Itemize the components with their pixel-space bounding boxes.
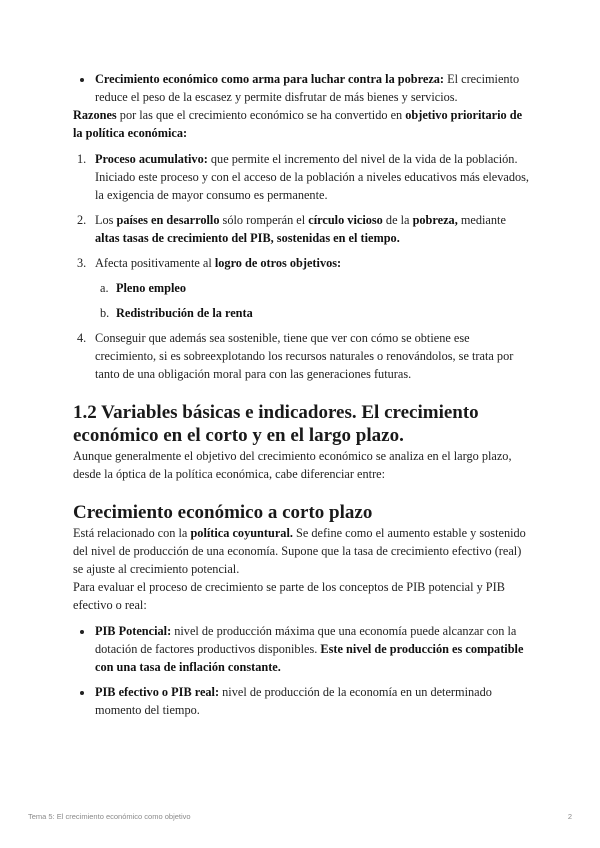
sublist-item: a. Pleno empleo [100, 281, 187, 295]
list-item: 1. Proceso acumulativo: que permite el incremento del nivel de la vida de la población. Iniciado este proceso y con el acceso de la población a niveles educativos más elevados, la exigencia de mayor consumo es permanente. [77, 152, 529, 202]
razones-list-cont [73, 329, 530, 383]
list-item: 3. Afecta positivamente al logro de otros objetivos: [77, 256, 342, 270]
bullet-list-pib [73, 622, 530, 719]
razones-list [73, 150, 530, 272]
list-item: PIB Potencial: nivel de producción máxima que una economía puede alcanzar con la dotación de factores productivos disponibles. Este nivel de producción es compatible con una tasa de inflación constante. [73, 622, 530, 676]
list-item: Crecimiento económico como arma para luchar contra la pobreza: El crecimiento reduce el peso de la escasez y permite disfrutar de más bienes y servicios. [73, 70, 530, 106]
list-item: 2. Los países en desarrollo sólo romperán el círculo vicioso de la pobreza, mediante altas tasas de crecimiento del PIB, sostenidas en el tiempo. [77, 213, 506, 245]
document-page [73, 70, 530, 719]
bullet-list-top [73, 70, 530, 106]
section-intro: Aunque generalmente el objetivo del crecimiento económico se analiza en el largo plazo, desde la óptica de la política económica, cabe diferenciar entre: [73, 449, 512, 481]
razones-paragraph: Razones por las que el crecimiento económico se ha convertido en objetivo prioritario de la política económica: [73, 108, 523, 140]
footer-title: Tema 5: El crecimiento económico como objetivo [28, 812, 191, 821]
sublist-item: b. Redistribución de la renta [100, 306, 253, 320]
section-heading: 1.2 Variables básicas e indicadores. El crecimiento económico en el corto y en el largo plazo. [73, 402, 479, 446]
page-footer [28, 812, 572, 821]
page-number: 2 [567, 812, 572, 821]
list-item: PIB efectivo o PIB real: nivel de producción de la economía en un determinado momento del tiempo. [73, 683, 530, 719]
paragraph: Está relacionado con la política coyuntural. Se define como el aumento estable y sostenido del nivel de producción de una economía. Supone que la tasa de crecimiento efectivo (real) se ajuste al crecimiento potencial. [73, 526, 526, 576]
paragraph: Para evaluar el proceso de crecimiento se parte de los conceptos de PIB potencial y PIB efectivo o real: [73, 580, 505, 612]
list-item: 4. Conseguir que además sea sostenible, tiene que ver con cómo se obtiene ese crecimiento, si es sobreexplotando los recursos naturales o renovándolos, se trata por tanto de una obligación moral para con las generaciones futuras. [77, 331, 514, 381]
subsection-heading: Crecimiento económico a corto plazo [73, 502, 373, 523]
sublist [73, 279, 530, 322]
